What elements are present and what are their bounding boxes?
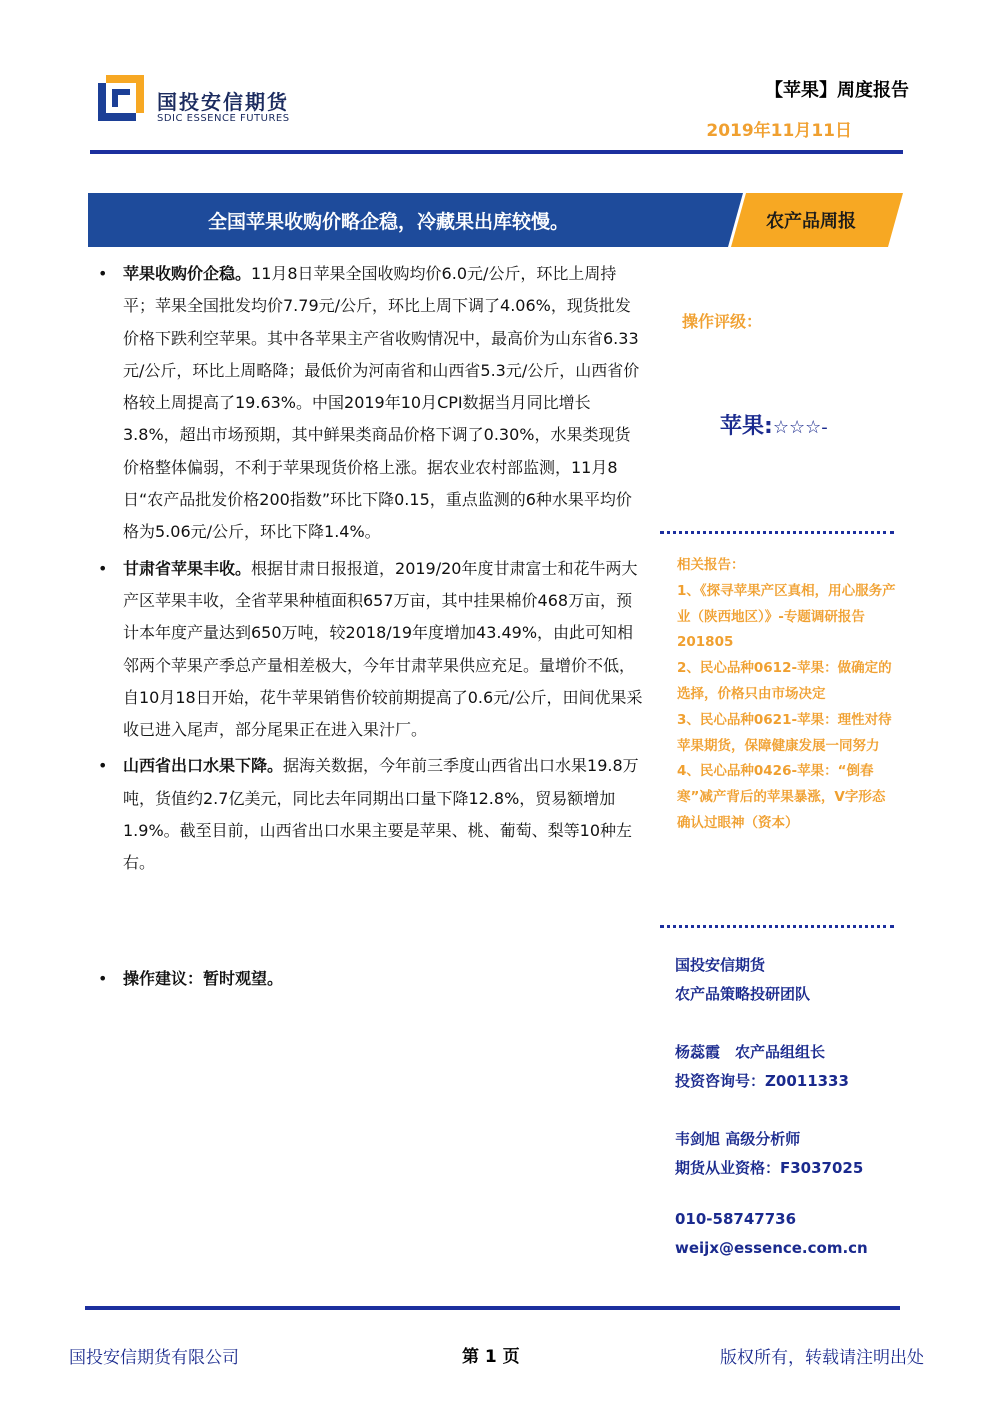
contact-email[interactable]: weijx@essence.com.cn [675,1239,868,1257]
company-logo [95,72,310,130]
related-report-link[interactable]: 1、《探寻苹果产区真相，用心服务产业（陕西地区）》-专题调研报告 201805 [677,582,896,651]
rating-name: 苹果: [720,414,773,439]
logo-name-cn: 国投安信期货 [157,90,289,114]
related-reports [677,553,897,837]
bullet-item [98,750,643,879]
related-report-link[interactable]: 2、民心品种0612-苹果：做确定的选择，价格只由市场决定 [677,660,892,702]
team-info [675,951,895,1263]
bullet-text: 根据甘肃日报报道，2019/20年度甘肃富士和花牛两大产区苹果丰收，全省苹果种植面积657万亩，其中挂果棉价468万亩，预计本年度产量达到650万吨，较2018/19年度增加43.49%，由此可知相邻两个苹果产季总产量相差极大，今年甘肃苹果供应充足。量增价不低，自10月18日开始，花牛苹果销售价较前期提高了0.6元/公斤，田间优果采收已进入尾声，部分尾果正在进入果汁厂。 [123,558,643,740]
bullet-marker: • [98,756,108,776]
logo-mark-icon [98,75,144,121]
related-report-link[interactable]: 4、民心品种0426-苹果：“倒春寒”减产背后的苹果暴涨，V字形态确认过眼神（资本） [677,763,886,831]
sidebar-divider [660,531,894,534]
bullet-heading: 山西省出口水果下降。 [123,756,284,776]
main-content [98,258,643,995]
bullet-item [98,963,643,995]
team-name: 农产品策略投研团队 [675,985,811,1003]
related-title: 相关报告： [677,557,745,573]
contact-phone: 010-58747736 [675,1210,797,1228]
bullet-item [98,258,643,549]
report-date: 2019年11月11日 [706,121,852,141]
bullet-heading: 甘肃省苹果丰收。 [123,558,252,578]
logo-name-en: SDIC ESSENCE FUTURES [157,113,290,124]
footer-divider [85,1306,900,1310]
bullet-heading: 苹果收购价企稳。 [123,264,252,283]
footer-copyright: 版权所有，转载请注明出处 [720,1348,924,1368]
analyst-1-id: 投资咨询号：Z0011333 [675,1072,849,1090]
analyst-2-id: 期货从业资格：F3037025 [675,1159,864,1177]
analyst-1: 杨蕊霞 农产品组组长 [675,1043,826,1061]
title-banner [88,193,903,247]
bullet-marker: • [98,968,108,988]
banner-title: 全国苹果收购价略企稳，冷藏果出库较慢。 [208,211,570,233]
sidebar-divider [660,925,894,928]
team-company: 国投安信期货 [675,956,766,974]
bullet-item [98,553,643,747]
page-number: 第 1 页 [462,1347,520,1367]
header-divider [90,150,903,154]
bullet-marker: • [98,264,108,283]
bullet-marker: • [98,558,108,578]
rating [720,409,828,440]
rating-stars: ☆☆☆- [772,417,828,438]
bullet-text: 11月8日苹果全国收购均价6.0元/公斤，环比上周持平；苹果全国批发均价7.79元/公斤，环比上周下调了4.06%，现货批发价格下跌利空苹果。其中各苹果主产省收购情况中，最高价为山东省6.33元/公斤，环比上周略降；最低价为河南省和山西省5.3元/公斤，山西省价格较上周提高了19.63%。中国2019年10月CPI数据当月同比增长3.8%，超出市场预期，其中鲜果类商品价格下调了0.30%，水果类现货价格整体偏弱，不利于苹果现货价格上涨。据农业农村部监测，11月8日“农产品批发价格200指数”环比下降0.15，重点监测的6种水果平均价格为5.06元/公斤，环比下降1.4%。 [123,264,640,542]
related-report-link[interactable]: 3、民心品种0621-苹果：理性对待苹果期货，保障健康发展一同努力 [677,711,892,754]
bullet-heading: 操作建议：暂时观望。 [123,968,284,988]
analyst-2: 韦剑旭 高级分析师 [675,1130,801,1148]
report-type: 【苹果】周度报告 [765,80,909,101]
bullet-text: 据海关数据，今年前三季度山西省出口水果19.8万吨，货值约2.7亿美元，同比去年同期出口量下降12.8%，贸易额增加1.9%。截至目前，山西省出口水果主要是苹果、桃、葡萄、梨等10种左右。 [123,756,639,873]
rating-label: 操作评级： [682,312,763,331]
banner-tag: 农产品周报 [766,211,856,232]
footer-company: 国投安信期货有限公司 [69,1348,239,1368]
